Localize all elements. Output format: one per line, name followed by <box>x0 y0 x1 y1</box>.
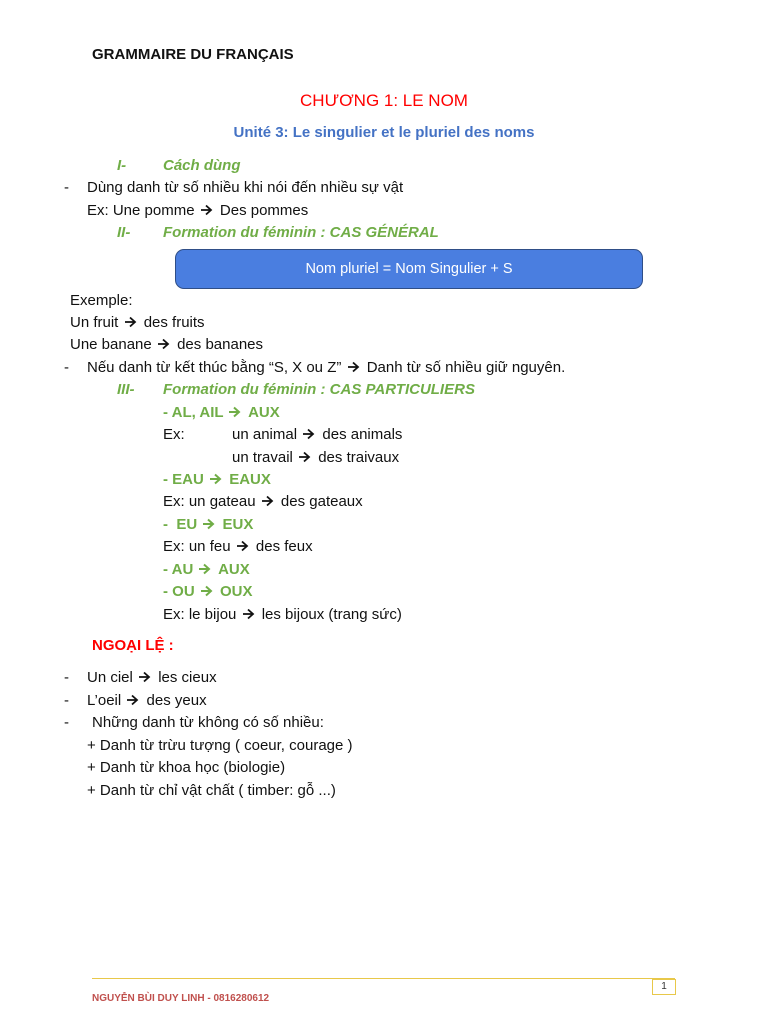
right-arrow-icon <box>125 691 142 711</box>
example-before: Un fruit <box>70 314 119 331</box>
example-label: Ex: <box>163 426 185 443</box>
example-before: Ex: le bijou <box>163 606 237 623</box>
rule-before: - EAU <box>163 471 204 488</box>
uncountable-item: + Danh từ chỉ vật chất ( timber: gỗ ...) <box>87 782 336 799</box>
exception-before: Un ciel <box>87 669 133 686</box>
rule-heading <box>163 403 280 423</box>
uncountable-item: + Danh từ khoa học (biologie) <box>87 759 286 776</box>
example-label: Exemple: <box>70 292 133 309</box>
exceptions-title: NGOẠI LỆ : <box>92 637 174 654</box>
right-arrow-icon <box>137 668 154 688</box>
example-line <box>70 335 263 355</box>
example-before: Ex: un feu <box>163 538 231 555</box>
unit-title: Unité 3: Le singulier et le pluriel des noms <box>233 124 535 141</box>
rule-line <box>87 358 565 378</box>
right-arrow-icon <box>201 515 218 535</box>
right-arrow-icon <box>346 358 363 378</box>
right-arrow-icon <box>297 448 314 468</box>
exception-after: des yeux <box>146 692 207 709</box>
example-after: des feux <box>255 538 313 555</box>
example-line <box>232 425 402 445</box>
right-arrow-icon <box>241 605 258 625</box>
right-arrow-icon <box>199 582 216 602</box>
page-number: 1 <box>652 979 676 995</box>
section-3-title: Formation du féminin : CAS PARTICULIERS <box>163 381 475 398</box>
example-after: des animals <box>322 426 403 443</box>
example-after: des bananes <box>177 336 263 353</box>
rule-after: AUX <box>218 561 250 578</box>
right-arrow-icon <box>227 403 244 423</box>
footer-divider <box>92 978 675 979</box>
example-before: Ex: un gateau <box>163 493 256 510</box>
rule-heading <box>163 560 250 580</box>
example-before: Ex: Une pomme <box>87 202 195 219</box>
rule-before: - OU <box>163 583 195 600</box>
example-line <box>163 492 363 512</box>
uncountable-heading: Những danh từ không có số nhiều: <box>92 714 324 731</box>
bullet: - <box>64 359 69 376</box>
section-1-number: I- <box>117 157 127 174</box>
formula-box: Nom pluriel = Nom Singulier + S <box>175 249 643 289</box>
right-arrow-icon <box>208 470 225 490</box>
rule-after: Danh từ số nhiều giữ nguyên. <box>366 359 566 376</box>
rule-after: EUX <box>222 516 254 533</box>
example-before: un animal <box>232 426 298 443</box>
example-after: des traivaux <box>318 449 400 466</box>
section-1-title: Cách dùng <box>163 157 241 174</box>
bullet: - <box>64 692 69 709</box>
example-line <box>87 201 308 221</box>
right-arrow-icon <box>156 335 173 355</box>
example-after: Des pommes <box>219 202 309 219</box>
right-arrow-icon <box>199 201 216 221</box>
example-before: Une banane <box>70 336 152 353</box>
example-line <box>70 313 205 333</box>
bullet: - <box>64 179 69 196</box>
example-after: des gateaux <box>280 493 363 510</box>
right-arrow-icon <box>197 560 214 580</box>
book-title: GRAMMAIRE DU FRANÇAIS <box>92 46 294 63</box>
rule-before: - AL, AIL <box>163 404 224 421</box>
example-line <box>163 605 402 625</box>
right-arrow-icon <box>235 537 252 557</box>
uncountable-item: + Danh từ trừu tượng ( coeur, courage ) <box>87 737 353 754</box>
rule-heading <box>163 582 253 602</box>
rule-heading <box>163 470 271 490</box>
right-arrow-icon <box>260 492 277 512</box>
rule-before: Nếu danh từ kết thúc bằng “S, X ou Z” <box>87 359 342 376</box>
rule-after: AUX <box>248 404 280 421</box>
exception-before: L’oeil <box>87 692 122 709</box>
usage-text: Dùng danh từ số nhiều khi nói đến nhiều sự vật <box>87 179 404 196</box>
rule-before: - EU <box>163 516 198 533</box>
bullet: - <box>64 714 69 731</box>
exception-line <box>87 668 217 688</box>
example-line <box>163 537 313 557</box>
example-after: les bijoux (trang sức) <box>261 606 402 623</box>
section-3-number: III- <box>117 381 135 398</box>
exception-line <box>87 691 207 711</box>
section-2-number: II- <box>117 224 131 241</box>
right-arrow-icon <box>123 313 140 333</box>
right-arrow-icon <box>301 425 318 445</box>
footer-author: NGUYỄN BÙI DUY LINH - 0816280612 <box>92 993 270 1004</box>
example-after: des fruits <box>143 314 205 331</box>
example-line <box>232 448 399 468</box>
chapter-title: CHƯƠNG 1: LE NOM <box>300 91 468 110</box>
rule-after: EAUX <box>229 471 271 488</box>
rule-after: OUX <box>220 583 253 600</box>
rule-heading <box>163 515 253 535</box>
exception-after: les cieux <box>158 669 217 686</box>
rule-before: - AU <box>163 561 194 578</box>
bullet: - <box>64 669 69 686</box>
example-before: un travail <box>232 449 293 466</box>
section-2-title: Formation du féminin : CAS GÉNÉRAL <box>163 224 439 241</box>
